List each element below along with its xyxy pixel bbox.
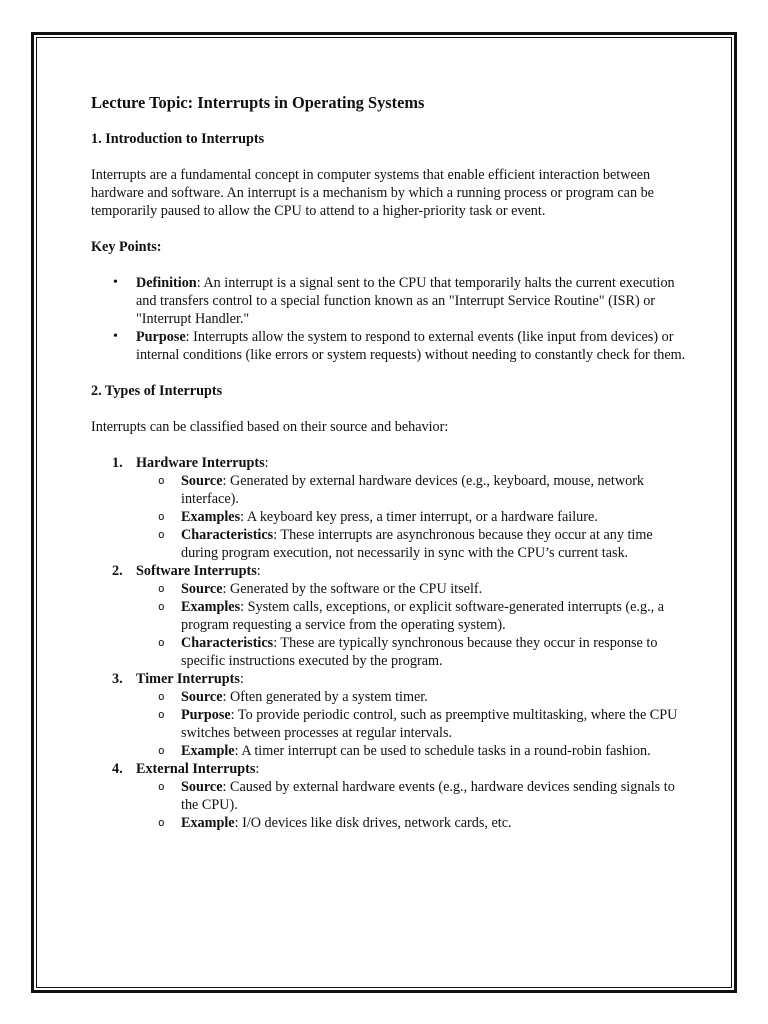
interrupt-type-name: Hardware Interrupts bbox=[136, 455, 265, 471]
detail-text: : A keyboard key press, a timer interrupt, or a hardware failure. bbox=[240, 509, 598, 525]
detail-term: Characteristics bbox=[181, 635, 274, 651]
detail-text: : A timer interrupt can be used to schedule tasks in a round-robin fashion. bbox=[234, 743, 651, 759]
key-point-term: Definition bbox=[136, 275, 197, 291]
list-number: 4. bbox=[112, 761, 123, 777]
circle-bullet-icon: o bbox=[158, 690, 165, 703]
detail-item bbox=[136, 778, 691, 814]
circle-bullet-icon: o bbox=[158, 510, 165, 523]
detail-text: : System calls, exceptions, or explicit software-generated interrupts (e.g., a program requesting a service from the operating system). bbox=[181, 599, 665, 633]
interrupt-type-name: Timer Interrupts bbox=[136, 671, 240, 687]
detail-term: Source bbox=[181, 779, 223, 795]
key-point-item bbox=[91, 328, 691, 364]
page-title: Lecture Topic: Interrupts in Operating Systems bbox=[91, 93, 425, 112]
detail-item bbox=[136, 634, 691, 670]
key-point-text: : Interrupts allow the system to respond to external events (like input from devices) or internal conditions (like errors or system requests) without needing to constantly check for them. bbox=[136, 329, 686, 363]
detail-text: : These interrupts are asynchronous because they occur at any time during program execution, not necessarily in sync with the CPU’s current task. bbox=[181, 527, 653, 561]
interrupt-type-item: 1. Hardware Interrupts: o Source: Generated by external hardware devices (e.g., keyboard, mouse, network interface). o Examples: A keyboard key press, a timer interrupt, or a hardware failure. o Characteristics: These interrupts are asynchronous because they occur at any time during program execution, not necessarily in sync with the CPU’s current task. bbox=[91, 454, 691, 562]
circle-bullet-icon: o bbox=[158, 744, 165, 757]
detail-text: : Caused by external hardware events (e.g., hardware devices sending signals to the CPU). bbox=[181, 779, 675, 813]
detail-term: Characteristics bbox=[181, 527, 274, 543]
list-number: 3. bbox=[112, 671, 123, 687]
circle-bullet-icon: o bbox=[158, 528, 165, 541]
detail-item bbox=[136, 580, 691, 598]
key-point-item bbox=[91, 274, 691, 328]
detail-term: Example bbox=[181, 743, 235, 759]
circle-bullet-icon: o bbox=[158, 474, 165, 487]
detail-text: : These are typically synchronous because they occur in response to specific instructions executed by the program. bbox=[181, 635, 658, 669]
interrupt-type-details bbox=[136, 472, 691, 562]
detail-item bbox=[136, 508, 691, 526]
key-points-label: Key Points: bbox=[91, 239, 162, 255]
interrupt-type-details bbox=[136, 688, 691, 760]
bullet-icon: • bbox=[113, 275, 118, 290]
detail-term: Source bbox=[181, 473, 223, 489]
document-body bbox=[91, 92, 691, 832]
circle-bullet-icon: o bbox=[158, 780, 165, 793]
section-heading-introduction: 1. Introduction to Interrupts bbox=[91, 131, 265, 147]
circle-bullet-icon: o bbox=[158, 636, 165, 649]
circle-bullet-icon: o bbox=[158, 816, 165, 829]
interrupt-type-details bbox=[136, 580, 691, 670]
detail-term: Example bbox=[181, 815, 235, 831]
detail-item bbox=[136, 472, 691, 508]
detail-item bbox=[136, 688, 691, 706]
detail-text: : Often generated by a system timer. bbox=[222, 689, 428, 705]
list-number: 2. bbox=[112, 563, 123, 579]
interrupt-type-item: 2. Software Interrupts: o Source: Generated by the software or the CPU itself. o Examples: System calls, exceptions, or explicit software-generated interrupts (e.g., a program requesting a service from the operating system). o Characteristics: These are typically synchronous because they occur in response to specific instructions executed by the program. bbox=[91, 562, 691, 670]
detail-item bbox=[136, 814, 691, 832]
detail-term: Examples bbox=[181, 599, 241, 615]
circle-bullet-icon: o bbox=[158, 582, 165, 595]
detail-term: Source bbox=[181, 581, 223, 597]
detail-term: Purpose bbox=[181, 707, 231, 723]
section-heading-types: 2. Types of Interrupts bbox=[91, 383, 223, 399]
key-point-term: Purpose bbox=[136, 329, 186, 345]
bullet-icon: • bbox=[113, 329, 118, 344]
list-number: 1. bbox=[112, 455, 123, 471]
circle-bullet-icon: o bbox=[158, 600, 165, 613]
key-point-text: : An interrupt is a signal sent to the CPU that temporarily halts the current execution and transfers control to a special function known as an "Interrupt Service Routine" (ISR) or "Interrupt Handler." bbox=[136, 275, 675, 327]
detail-text: : Generated by the software or the CPU itself. bbox=[222, 581, 483, 597]
detail-term: Source bbox=[181, 689, 223, 705]
detail-text: : I/O devices like disk drives, network cards, etc. bbox=[234, 815, 512, 831]
detail-item bbox=[136, 706, 691, 742]
detail-item bbox=[136, 742, 691, 760]
interrupt-type-item: 4. External Interrupts: o Source: Caused by external hardware events (e.g., hardware devices sending signals to the CPU). o Example: I/O devices like disk drives, network cards, etc. bbox=[91, 760, 691, 832]
interrupt-type-name: Software Interrupts bbox=[136, 563, 257, 579]
detail-text: : To provide periodic control, such as preemptive multitasking, where the CPU switches between processes at regular intervals. bbox=[181, 707, 678, 741]
intro-paragraph: Interrupts are a fundamental concept in computer systems that enable efficient interaction between hardware and software. An interrupt is a mechanism by which a running process or program can be temporarily paused to allow the CPU to attend to a higher-priority task or event. bbox=[91, 167, 654, 219]
detail-item bbox=[136, 526, 691, 562]
interrupt-type-name: External Interrupts bbox=[136, 761, 256, 777]
types-intro-paragraph: Interrupts can be classified based on their source and behavior: bbox=[91, 419, 449, 435]
detail-item bbox=[136, 598, 691, 634]
interrupt-type-item: 3. Timer Interrupts: o Source: Often generated by a system timer. o Purpose: To provide periodic control, such as preemptive multitasking, where the CPU switches between processes at regular intervals. o Example: A timer interrupt can be used to schedule tasks in a round-robin fashion. bbox=[91, 670, 691, 760]
detail-text: : Generated by external hardware devices (e.g., keyboard, mouse, network interface). bbox=[181, 473, 645, 507]
interrupt-types-list bbox=[91, 454, 691, 832]
interrupt-type-details bbox=[136, 778, 691, 832]
key-points-list bbox=[91, 274, 691, 364]
detail-term: Examples bbox=[181, 509, 241, 525]
circle-bullet-icon: o bbox=[158, 708, 165, 721]
